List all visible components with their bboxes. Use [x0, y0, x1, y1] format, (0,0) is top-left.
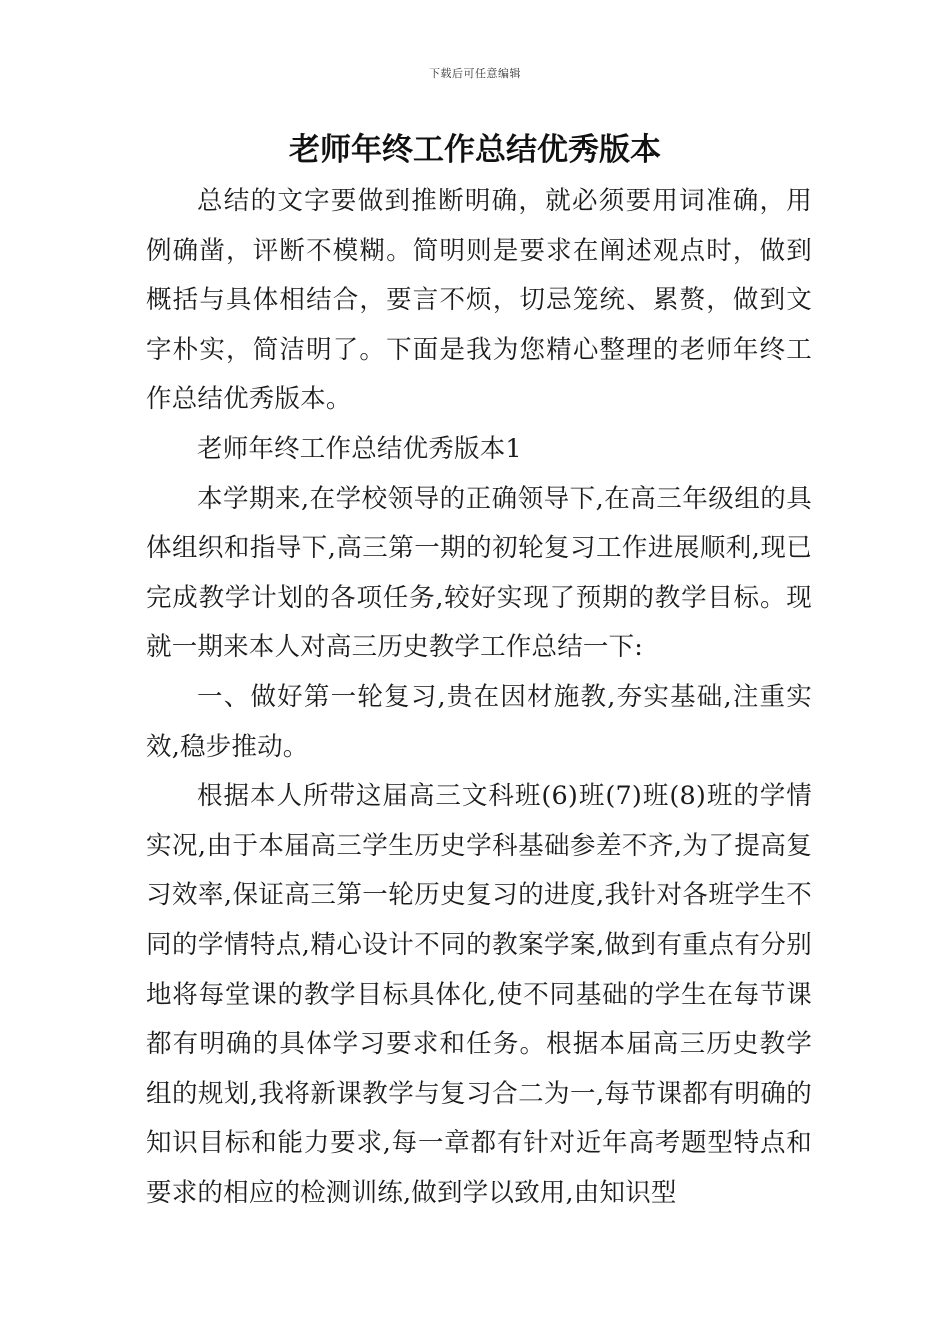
body-paragraph: 根据本人所带这届高三文科班(6)班(7)班(8)班的学情实况,由于本届高三学生历史学科基础参差不齐,为了提高复习效率,保证高三第一轮历史复习的进度,我针对各班学生不同的学情特点,精心设计不同的教案学案,做到有重点有分别地将每堂课的教学目标具体化,使不同基础的学生在每节课都有明确的具体学习要求和任务。根据本届高三历史教学组的规划,我将新课教学与复习合二为一,每节课都有明确的知识目标和能力要求,每一章都有针对近年高考题型特点和要求的相应的检测训练,做到学以致用,由知识型: [146, 781, 812, 1208]
body-paragraph: 本学期来,在学校领导的正确领导下,在高三年级组的具体组织和指导下,高三第一期的初轮复习工作进展顺利,现已完成教学计划的各项任务,较好实现了预期的教学目标。现就一期来本人对高三历史教学工作总结一下:: [146, 483, 812, 663]
document-title: 老师年终工作总结优秀版本: [289, 132, 661, 168]
document-body: [146, 177, 812, 1218]
point-heading: 一、做好第一轮复习,贵在因材施教,夯实基础,注重实效,稳步推动。: [146, 681, 812, 762]
header-note: 下载后可任意编辑: [429, 67, 521, 80]
intro-paragraph: 总结的文字要做到推断明确，就必须要用词准确，用例确凿，评断不模糊。简明则是要求在阐述观点时，做到概括与具体相结合，要言不烦，切忌笼统、累赘，做到文字朴实，简洁明了。下面是我为您精心整理的老师年终工作总结优秀版本。: [146, 186, 812, 415]
section-heading: 老师年终工作总结优秀版本1: [197, 433, 522, 464]
